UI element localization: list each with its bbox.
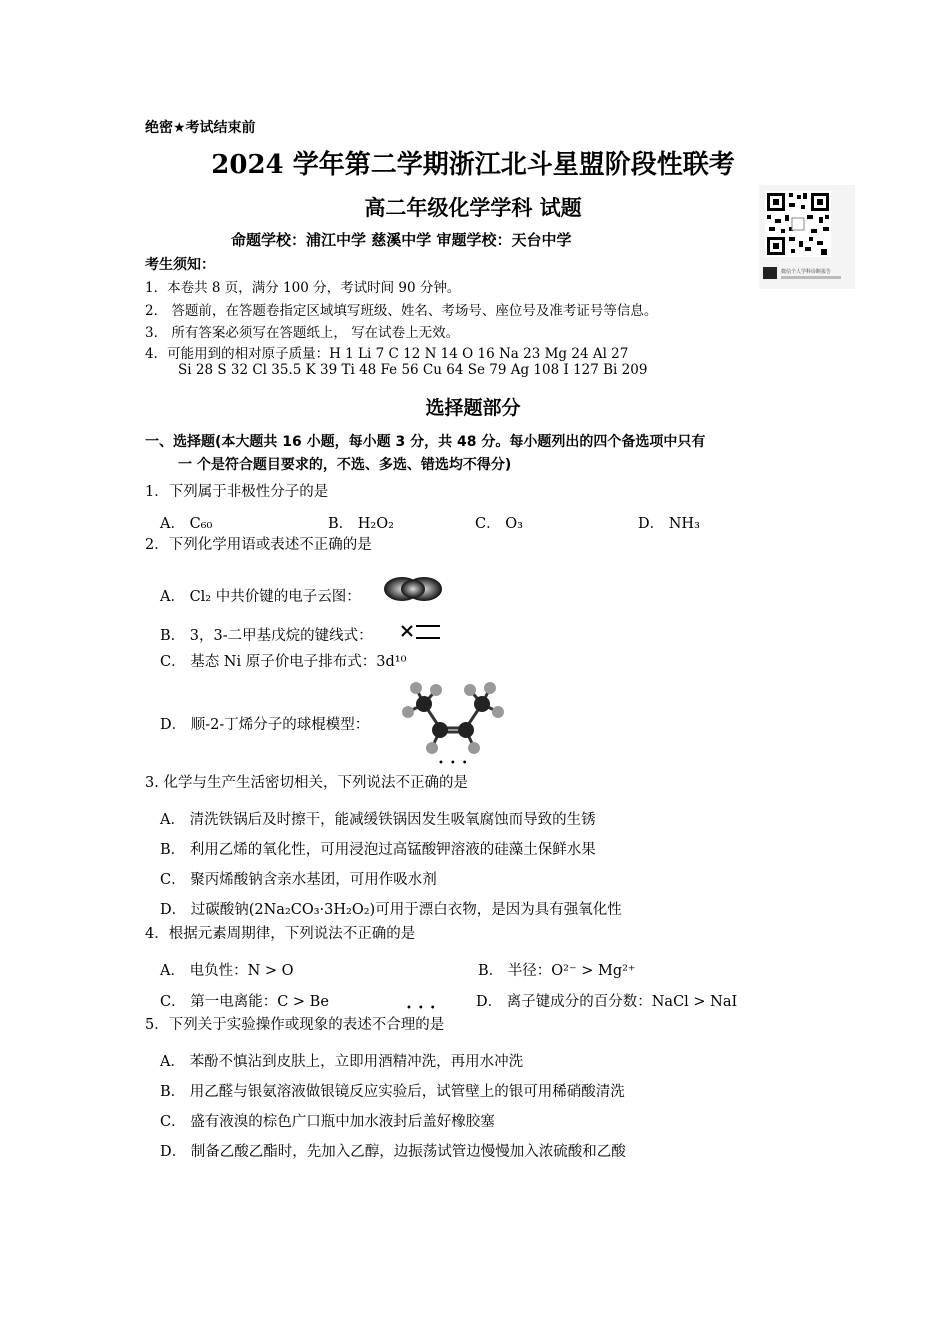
- q4-option-c: C． 第一电离能：C > Be: [160, 994, 329, 1010]
- exam-title: 2024 学年第二学期浙江北斗星盟阶段性联考: [211, 150, 735, 180]
- note-2: 2． 答题前，在答题卷指定区域填写班级、姓名、考场号、座位号及准考证号等信息。: [145, 303, 658, 319]
- q5-stem: 5．下列关于实验操作或现象的表述不合理的是: [145, 1017, 445, 1033]
- secret-label: 绝密★考试结束前: [145, 120, 256, 136]
- school-info: 命题学校：浦江中学 慈溪中学 审题学校：天台中学: [231, 231, 572, 249]
- q2-option-d: D． 顺-2-丁烯分子的球棍模型：: [160, 717, 370, 733]
- svg-text:微信个人学科诊断报告: 微信个人学科诊断报告: [781, 269, 832, 275]
- q1-stem: 1．下列属于非极性分子的是: [145, 484, 329, 500]
- qr-code: [759, 185, 855, 289]
- exam-subtitle: 高二年级化学学科 试题: [364, 195, 582, 220]
- ball-stick-model-icon: [396, 682, 512, 760]
- q3-option-a: A． 清洗铁锅后及时擦干，能减缓铁锅因发生吸氧腐蚀而导致的生锈: [160, 812, 596, 828]
- q3-stem: 3. 化学与生产生活密切相关，下列说法不正确的是: [145, 775, 468, 791]
- q2-option-c: C． 基态 Ni 原子价电子排布式：3d¹⁰: [160, 654, 407, 670]
- q5-option-d: D． 制备乙酸乙酯时，先加入乙醇，边振荡试管边慢慢加入浓硫酸和乙酸: [160, 1144, 626, 1160]
- q4-option-d: D． 离子键成分的百分数：NaCl > NaI: [476, 994, 738, 1010]
- q1-option-b: B． H₂O₂: [328, 516, 394, 532]
- q4-stem: 4．根据元素周期律，下列说法不正确的是: [145, 926, 416, 942]
- q2-option-a: A． Cl₂ 中共价键的电子云图：: [160, 589, 361, 605]
- note-4-cont: Si 28 S 32 Cl 35.5 K 39 Ti 48 Fe 56 Cu 64 Se 79 Ag 108 I 127 Bi 209: [178, 362, 648, 378]
- q5-option-a: A． 苯酚不慎沾到皮肤上，立即用酒精冲洗，再用水冲洗: [160, 1054, 524, 1070]
- section-instructions: 一、选择题(本大题共 16 小题，每小题 3 分，共 48 分。每小题列出的四个备选项中只有: [145, 434, 706, 450]
- q5-option-c: C． 盛有液溴的棕色广口瓶中加水液封后盖好橡胶塞: [160, 1114, 495, 1130]
- q1-option-c: C． O₃: [475, 516, 523, 532]
- note-4: 4．可能用到的相对原子质量：H 1 Li 7 C 12 N 14 O 16 Na 23 Mg 24 Al 27: [145, 346, 629, 362]
- q1-option-d: D． NH₃: [638, 516, 700, 532]
- q4-option-a: A． 电负性：N > O: [160, 963, 294, 979]
- q3-option-c: C． 聚丙烯酸钠含亲水基团，可用作吸水剂: [160, 872, 437, 888]
- emphasis-dots: •••: [406, 1003, 442, 1014]
- qr-code-icon: [759, 185, 855, 289]
- q2-stem: 2．下列化学用语或表述不正确的是: [145, 537, 372, 553]
- emphasis-dots: •••: [438, 758, 474, 769]
- section-heading: 选择题部分: [425, 397, 521, 419]
- q4-option-b: B． 半径：O²⁻ > Mg²⁺: [478, 963, 636, 979]
- note-3: 3． 所有答案必须写在答题纸上， 写在试卷上无效。: [145, 325, 460, 341]
- electron-cloud-icon: [382, 574, 444, 604]
- notes-heading: 考生须知：: [145, 257, 215, 273]
- q3-option-b: B． 利用乙烯的氧化性，可用浸泡过高锰酸钾溶液的硅藻土保鲜水果: [160, 842, 596, 858]
- q1-option-a: A． C₆₀: [160, 516, 213, 532]
- q2-option-b: B． 3，3-二甲基戊烷的键线式：: [160, 628, 373, 644]
- q3-option-d: D． 过碳酸钠(2Na₂CO₃·3H₂O₂)可用于漂白衣物，是因为具有强氧化性: [160, 902, 622, 918]
- bond-line-formula-icon: [398, 622, 442, 642]
- section-instructions-cont: 一 个是符合题目要求的，不选、多选、错选均不得分): [178, 457, 512, 473]
- q5-option-b: B． 用乙醛与银氨溶液做银镜反应实验后，试管壁上的银可用稀硝酸清洗: [160, 1084, 625, 1100]
- note-1: 1．本卷共 8 页，满分 100 分，考试时间 90 分钟。: [145, 280, 461, 296]
